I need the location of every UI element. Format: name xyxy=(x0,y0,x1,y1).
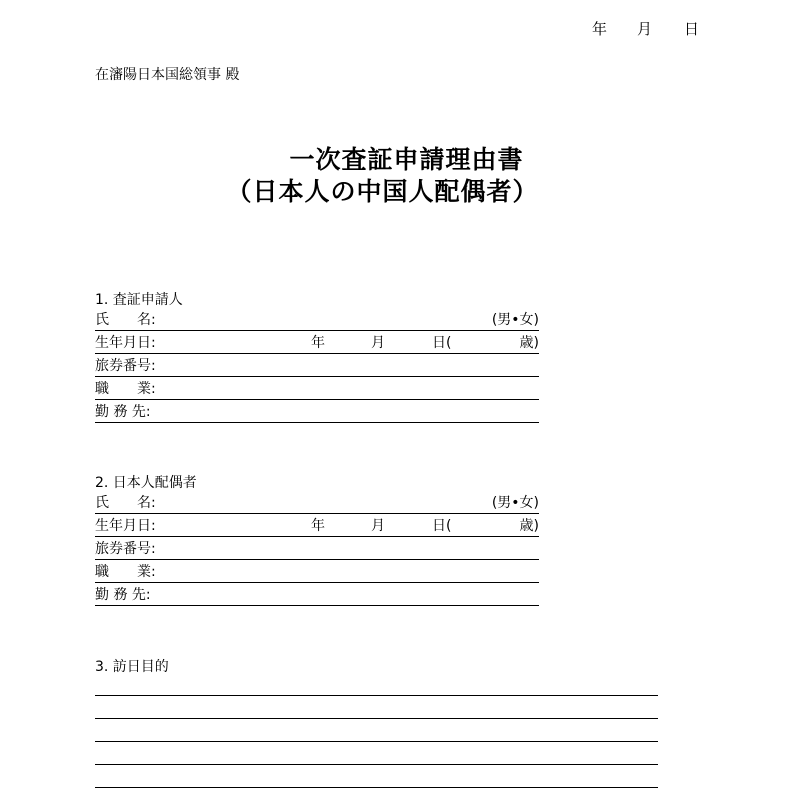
date-day: 日 xyxy=(684,20,700,38)
purpose-line[interactable] xyxy=(95,787,658,788)
passport-label: 旅券番号: xyxy=(95,541,156,557)
section2-job-row[interactable] xyxy=(95,560,539,583)
job-label: 職 業: xyxy=(95,381,156,397)
section1-work-row[interactable] xyxy=(95,400,539,423)
purpose-line[interactable] xyxy=(95,764,658,765)
date-line xyxy=(592,18,699,39)
birth-day: 日( xyxy=(432,335,452,351)
birth-month: 月 xyxy=(371,335,385,351)
job-label: 職 業: xyxy=(95,564,156,580)
section2-heading: 2. 日本人配偶者 xyxy=(95,475,197,491)
section2-passport-row[interactable] xyxy=(95,537,539,560)
age: 歳) xyxy=(519,518,539,534)
work-label: 勤 務 先: xyxy=(95,404,151,420)
document-subtitle: （日本人の中国人配偶者） xyxy=(226,177,539,206)
birth-year: 年 xyxy=(311,335,325,351)
passport-label: 旅券番号: xyxy=(95,358,156,374)
section3-heading: 3. 訪日目的 xyxy=(95,659,169,675)
section1-heading: 1. 査証申請人 xyxy=(95,292,183,308)
birth-year: 年 xyxy=(311,518,325,534)
name-label: 氏 名: xyxy=(95,312,156,328)
name-label: 氏 名: xyxy=(95,495,156,511)
section1-passport-row[interactable] xyxy=(95,354,539,377)
section1-birth-row[interactable] xyxy=(95,331,539,354)
purpose-line[interactable] xyxy=(95,741,658,742)
document-title: 一次査証申請理由書 xyxy=(289,145,524,174)
purpose-line[interactable] xyxy=(95,695,658,696)
addressee: 在瀋陽日本国総領事 殿 xyxy=(95,67,240,83)
birth-label: 生年月日: xyxy=(95,518,156,534)
birth-day: 日( xyxy=(432,518,452,534)
section2-birth-row[interactable] xyxy=(95,514,539,537)
date-year: 年 xyxy=(592,20,608,38)
section1-name-row[interactable] xyxy=(95,308,539,331)
section1-job-row[interactable] xyxy=(95,377,539,400)
birth-label: 生年月日: xyxy=(95,335,156,351)
work-label: 勤 務 先: xyxy=(95,587,151,603)
sex-choice: (男•女) xyxy=(491,495,539,511)
purpose-line[interactable] xyxy=(95,718,658,719)
date-month: 月 xyxy=(637,20,653,38)
age: 歳) xyxy=(519,335,539,351)
birth-month: 月 xyxy=(371,518,385,534)
section2-name-row[interactable] xyxy=(95,491,539,514)
sex-choice: (男•女) xyxy=(491,312,539,328)
section2-work-row[interactable] xyxy=(95,583,539,606)
